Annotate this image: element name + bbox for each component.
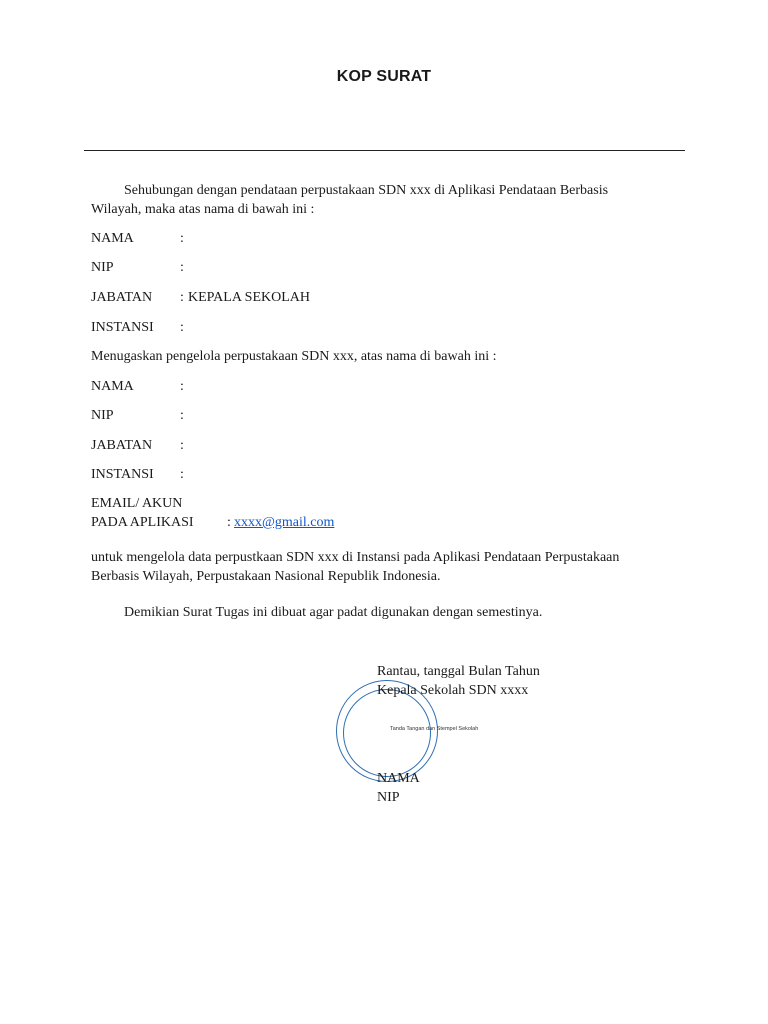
email-link[interactable]: xxxx@gmail.com bbox=[234, 515, 335, 530]
email-label-line-2: PADA APLIKASI bbox=[91, 515, 194, 530]
field-colon: : bbox=[180, 290, 184, 305]
header-divider bbox=[84, 150, 685, 151]
assignment-line: Menugaskan pengelola perpustakaan SDN xxx, atas nama di bawah ini : bbox=[91, 349, 497, 364]
signer-name: NAMA bbox=[377, 771, 420, 786]
intro-line-2: Wilayah, maka atas nama di bawah ini : bbox=[91, 202, 315, 217]
field-label: INSTANSI bbox=[91, 320, 154, 335]
field-label: NIP bbox=[91, 408, 114, 423]
signer-title: Kepala Sekolah SDN xxxx bbox=[377, 683, 529, 698]
email-colon: : bbox=[227, 515, 231, 530]
field-value: KEPALA SEKOLAH bbox=[188, 290, 310, 305]
field-label: NIP bbox=[91, 260, 114, 275]
field-label: NAMA bbox=[91, 379, 134, 394]
field-label: JABATAN bbox=[91, 438, 153, 453]
place-date: Rantau, tanggal Bulan Tahun bbox=[377, 664, 540, 679]
field-label: NAMA bbox=[91, 231, 134, 246]
purpose-line-2: Berbasis Wilayah, Perpustakaan Nasional Republik Indonesia. bbox=[91, 569, 441, 584]
stamp-note: Tanda Tangan dan Stempel Sekolah bbox=[390, 726, 479, 732]
field-label: INSTANSI bbox=[91, 467, 154, 482]
field-colon: : bbox=[180, 408, 184, 423]
email-label-line-1: EMAIL/ AKUN bbox=[91, 496, 183, 511]
stamp-inner-ring bbox=[343, 689, 431, 777]
field-colon: : bbox=[180, 231, 184, 246]
purpose-line-1: untuk mengelola data perpustkaan SDN xxx di Instansi pada Aplikasi Pendataan Perpustakaan bbox=[91, 550, 620, 565]
field-colon: : bbox=[180, 467, 184, 482]
field-colon: : bbox=[180, 438, 184, 453]
intro-line-1: Sehubungan dengan pendataan perpustakaan SDN xxx di Aplikasi Pendataan Berbasis bbox=[124, 183, 609, 198]
letterhead-title: KOP SURAT bbox=[336, 68, 432, 85]
closing-line: Demikian Surat Tugas ini dibuat agar padat digunakan dengan semestinya. bbox=[124, 605, 543, 620]
field-colon: : bbox=[180, 260, 184, 275]
signer-nip: NIP bbox=[377, 790, 400, 805]
field-colon: : bbox=[180, 379, 184, 394]
field-label: JABATAN bbox=[91, 290, 153, 305]
field-colon: : bbox=[180, 320, 184, 335]
